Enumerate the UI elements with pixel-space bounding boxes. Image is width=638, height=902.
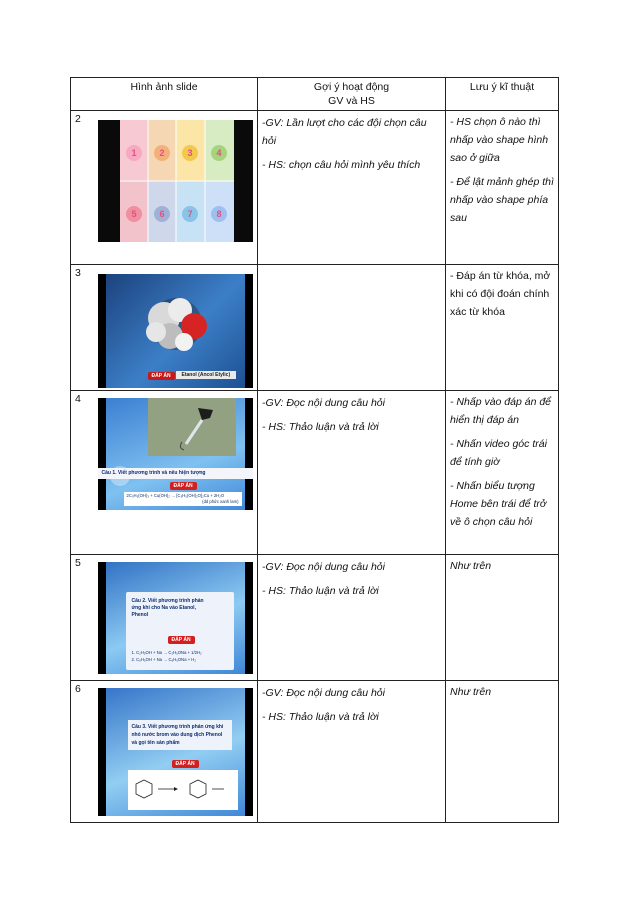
activity-cell	[258, 265, 446, 391]
note-text: - Để lật mảnh ghép thì nhấp vào shape phía sau	[450, 176, 554, 224]
header-activity-line2: GV và HS	[328, 95, 375, 107]
tile-label[interactable]: 1	[130, 148, 137, 158]
header-image: Hình ảnh slide	[71, 78, 258, 111]
equation-note: (dd phức xanh lam)	[202, 499, 239, 504]
tile-label[interactable]: 4	[215, 148, 222, 158]
slide-cell	[85, 391, 258, 555]
activity-cell	[258, 555, 446, 681]
tile-label[interactable]: 5	[130, 209, 137, 219]
notes-cell	[446, 391, 559, 555]
note-text: - Đáp án từ khóa, mở khi có đội đoán chính xác từ khóa	[450, 270, 551, 318]
answer-button[interactable]: ĐÁP ÁN	[172, 760, 199, 768]
activity-hs: - HS: Thảo luận và trả lời	[262, 421, 379, 433]
activity-gv: -GV: Lần lượt cho các đội chọn câu hỏi	[262, 117, 427, 147]
note-text: - Nhấp vào đáp án để hiển thị đáp án	[450, 396, 552, 426]
slide-cell	[85, 265, 258, 391]
equation-text: 2. C₆H₅OH + Na → C₆H₅ONa + H₂	[131, 657, 196, 662]
table-row	[71, 111, 559, 265]
question-text: Câu 2. Viết phương trình phản ứng khi cho Na vào Etanol, Phenol	[131, 598, 204, 618]
activity-hs: - HS: chọn câu hỏi mình yêu thích	[262, 159, 421, 171]
note-text: - Nhấn biểu tượng Home bên trái để trở về ô chọn câu hỏi	[450, 480, 547, 528]
slide-thumbnail-tiles	[98, 120, 253, 242]
slide-thumbnail-molecule	[98, 274, 253, 388]
row-number: 5	[71, 555, 85, 681]
activity-hs: - HS: Thảo luận và trả lời	[262, 711, 379, 723]
header-notes: Lưu ý kĩ thuật	[446, 78, 559, 111]
notes-cell	[446, 265, 559, 391]
table-row	[71, 391, 559, 555]
answer-button[interactable]: ĐÁP ÁN	[148, 372, 175, 380]
tile-label[interactable]: 2	[158, 148, 165, 158]
tile-label[interactable]: 3	[186, 148, 193, 158]
row-number: 4	[71, 391, 85, 555]
activity-cell	[258, 391, 446, 555]
tile-label[interactable]: 6	[158, 209, 165, 219]
slide-cell	[85, 111, 258, 265]
table-row	[71, 265, 559, 391]
row-number: 6	[71, 681, 85, 823]
equation-box	[124, 492, 242, 506]
slide-cell	[85, 555, 258, 681]
answer-button[interactable]: ĐÁP ÁN	[168, 636, 195, 644]
notes-cell	[446, 111, 559, 265]
table-row	[71, 681, 559, 823]
note-text: - Nhấn video góc trái để tính giờ	[450, 438, 547, 468]
question-text: Câu 3. Viết phương trình phản ứng khi nhỏ nước brom vào dung dịch Phenol và gọi tên sản phẩm	[128, 720, 232, 750]
activity-cell	[258, 681, 446, 823]
header-row	[71, 78, 559, 111]
question-text: Câu 1. Viết phương trình và nêu hiện tượng	[98, 468, 253, 479]
note-text: Như trên	[450, 686, 492, 698]
slide-cell	[85, 681, 258, 823]
answer-button[interactable]: ĐÁP ÁN	[170, 482, 197, 490]
notes-cell	[446, 681, 559, 823]
slide-thumbnail-question-1	[98, 398, 253, 510]
lesson-table	[70, 77, 559, 823]
row-number: 3	[71, 265, 85, 391]
activity-hs: - HS: Thảo luận và trả lời	[262, 585, 379, 597]
activity-cell	[258, 111, 446, 265]
slide-thumbnail-question-2	[98, 562, 253, 674]
equation-text: 1. C₂H₅OH + Na → C₂H₅ONa + 1/2H₂	[131, 650, 202, 655]
note-text: Như trên	[450, 560, 492, 572]
activity-gv: -GV: Đọc nội dung câu hỏi	[262, 561, 385, 573]
activity-gv: -GV: Đọc nội dung câu hỏi	[262, 687, 385, 699]
header-activity	[258, 78, 446, 111]
phenol-reaction-icon	[128, 770, 238, 810]
tile-label[interactable]: 8	[215, 209, 222, 219]
notes-cell	[446, 555, 559, 681]
equation-text: 2C₃H₅(OH)₃ + Cu(OH)₂ → [C₃H₅(OH)₂O]₂Cu + 2H₂O	[126, 493, 225, 498]
table-row	[71, 555, 559, 681]
row-number: 2	[71, 111, 85, 265]
header-activity-line1: Gợi ý hoạt động	[313, 81, 390, 93]
slide-thumbnail-question-3	[98, 688, 253, 816]
activity-gv: -GV: Đọc nội dung câu hỏi	[262, 397, 385, 409]
answer-label: Etanol (Ancol Etylic)	[176, 371, 237, 379]
note-text: - HS chọn ô nào thì nhấp vào shape hình sao ở giữa	[450, 116, 549, 164]
tile-label[interactable]: 7	[186, 209, 193, 219]
